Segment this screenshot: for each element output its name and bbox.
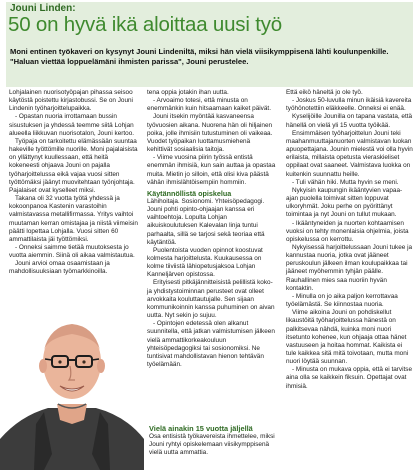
article-lead: Moni entinen työkaveri on kysynyt Jouni Lindeniltä, miksi hän vielä viisikymppisenä lähti koulunpenkille. "Haluan viettää loppuelämäni ihmisten parissa", Jouni perustelee. <box>10 47 389 66</box>
paragraph: - Tuli vähän hiki. Mutta hyvin se meni. <box>292 178 399 186</box>
paragraph: - Arvoaimo totesi, että minusta on enemmänkin kuin hitsaamaan kaiket päivät. <box>147 97 271 113</box>
section-heading: Vielä ainakin 15 vuotta jäljellä <box>149 424 253 433</box>
paragraph: Lohjalainen nuorisotyöpajan pihassa seisoo käytöstä poistettu kirjastobussi. Se on Jouni Lindenin työharjoittelupaikka. <box>9 89 133 113</box>
paragraph: Että eikö häneltä jo ole työ. <box>286 89 363 96</box>
column-2 <box>147 89 277 369</box>
paragraph: Erityisesti pitkäjännitteisistä pelillistä koko- ja yhdistystoiminnan perusteet ovat olleet arvokkaita kouluttautujalle. Sen sijaan kommunikoinnin kanssa puhuminen on aivan uutta. Nyt sekin jo sujuu. <box>147 279 275 320</box>
paragraph: Osa entisistä työkavereista ihmettelee, miksi Jouni ryhtyi opiskelemaan viisikymppisenä vielä uutta ammattia. <box>149 433 275 457</box>
paragraph: - Opastan nuoria irrottamaan bussin sisustuksen ja yhdessä teemme siitä Lohjan alueella liikkuvan nuorisotalon, Jouni kertoo. <box>9 113 135 137</box>
paragraph: Puolentoista vuoden opinnot koostuvat kolmesta harjoittelusta. Kuukausessa on kolme tiiviistä lähiopetusjaksoa Lohjan Kanneljärven opistossa. <box>147 246 263 279</box>
paragraph: tena oppia jotakin ihan uutta. <box>147 89 229 96</box>
paragraph: - Onneksi saimme tietää muutoksesta jo vuotta aiemmin. Siinä oli aikaa valmistautua. <box>9 243 135 260</box>
paragraph: Työpaja on tarkoitettu elämässään suuntaa hakeville työttömille nuorille. Moni pajalaisista on yllättynyt kuullessaan, että heitä kokeneesti ohjaava Jouni on pajalla työharjoittelussa eikä vajaa vuosi sitten työttömäksi jäänyt muovitehtaan työnjohtaja. Pajalaiset ovat kyselleet miksi. <box>9 137 138 194</box>
article-title: 50 on hyvä ikä aloittaa uusi työ <box>8 13 282 36</box>
paragraph: - Joskus 50-luvulla minun ikäisiä kavereita työhönotettiin eläkkeelle. Onneksi ei enää. <box>286 97 412 113</box>
paragraph: Nykyisessä harjoittelussaan Jouni tukee ja kannustaa nuoria, jotka ovat jääneet peruskoulun jälkeen ilman koulupaikkaa tai jääneet myöhemmin tyhjän päälle. Rauhallinen mies saa nuoriin hyvän kontaktin. <box>286 243 413 292</box>
paragraph: - Minulla on jo aika paljon kerrottavaa työelämästä. Se kiinnostaa nuoria. <box>286 292 398 309</box>
portrait-photo <box>0 304 144 470</box>
article-kicker: Jouni Linden: <box>10 3 76 14</box>
paragraph: Kyselijöille Jounilla on tapana vastata, että hänellä on vielä yli 15 vuotta työikää. <box>286 113 413 129</box>
column-2-bottom <box>149 424 279 457</box>
paragraph: - Viime vuosina piirin työssä entistä enemmän ihmisiä, kun sain auttaa ja opastaa muita. Mietin jo silloin, että olisi kiva päästä vähän ihmislähtöisempiin hommiin. <box>147 154 276 186</box>
paragraph: - Ikääntyneiden ja nuorten kohtaamisen vuoksi on tehty monenlaisia ohjelmia, joista opiskelussa on kerrottu. <box>286 219 409 243</box>
paragraph: - Opintojen edetessä olen alkanut suunnitella, että jatkan valmistumisen jälkeen vielä ammattikorkeakouluun yhteisöpedagogiksi tai sosionomiksi. Ne tuntisivat mahdollistavan hienon tehtävän työelämään. <box>147 320 275 368</box>
paragraph: Lähihoitaja. Sosionomi. Yhteisöpedagogi. Jouni pohti opinto-ohjaajan kanssa eri vaihtoehtoja. Lopulta Lohjan aikuiskoulutuksen Kalevalan linja tuntui parhaalta, sillä se tarjosi sekä teoriaa että käytäntöä. <box>147 197 265 246</box>
column-3 <box>286 89 414 391</box>
paragraph: - Minusta on mukava oppia, että ei tarvitse aina olla se kaikkein fiksuin. Opettajat ovat ihmisiä. <box>286 366 413 390</box>
section-heading: Käytännöllistä opiskelua <box>147 188 232 198</box>
paragraph: Jouni itsekin myöntää kasvaneensa työvuosien aikana. Nuorena hän oli hiljainen poika, jolle ihmisiin tutustuminen oli vaikeaa. Vuodet työpaikan luottamusmiehenä kehittivät sosiaalisia taitoja. <box>147 113 273 154</box>
paragraph: Takana oli 32 vuotta työtä yhdessä ja kokoonpanoa Kastenin varastoihin valmistavassa metallifirmassa. Yritys vaihtoi muutaman kerran omistajaa ja niistä viimeisin päätti lopettaa Lohjalla. Vuosi sitten 60 ammattilaista jäi työttömiksi. <box>9 195 138 243</box>
paragraph: Jouni arvioi omaa osaamistaan ja mahdollisuuksiaan työmarkkinoilla. <box>9 260 110 276</box>
paragraph: Nykyisin kaupungin ikääntyvien vapaa-ajan puolella toimivat sitten loppuvat ulkoryhmät. Joku perhe on pyörittänyt toimintaa ja nyt Jouni on tullut mukaan. <box>286 186 403 219</box>
paragraph: Viime aikoina Jouni on pohdiskellut likaustöitä työharjoittelussa hänestä on palkitsevaa nähdä, kuinka moni nuori itsetunto kohenee, kun ohjaaja ottaa hänet vastuuseen ja hoitaa hommat. Kaikista ei tule kaikkea sitä mitä toivotaan, mutta moni nuori löytää suunnan. <box>286 309 409 366</box>
paragraph: Ensimmäisen työharjoittelun Jouni teki maahanmuuttajanuorten valmistavan luokan apuopettajana. Jounin mielestä voi olla hyvin erilaista, millaista opetusta vieraskieliset oppilaat ovat saaneet. Valmistava luokka on kuitenkin suunnattu heille. <box>286 129 413 178</box>
column-1 <box>9 89 140 277</box>
